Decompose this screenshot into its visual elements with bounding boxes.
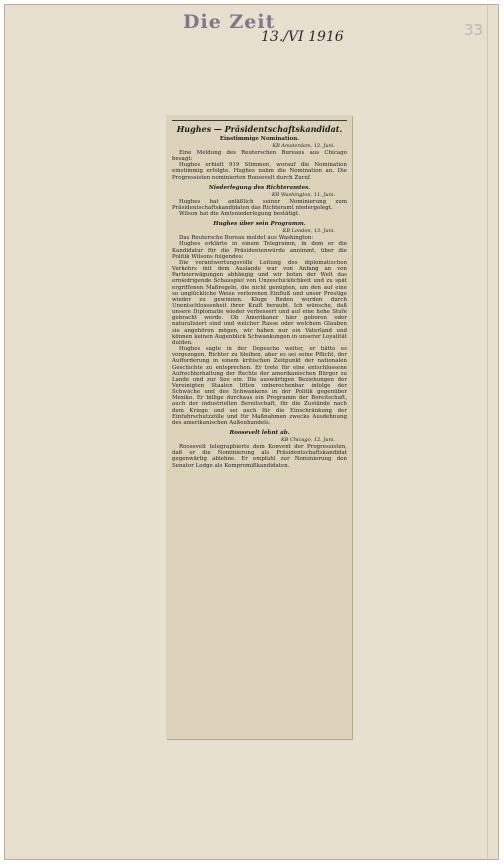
newspaper-clipping [166, 115, 352, 739]
section-dateline: KB London, 13. Juni. [282, 228, 335, 235]
section-heading: Niederlegung des Richteramtes. [208, 184, 311, 191]
section-dateline: KB Washington, 11. Juni. [271, 191, 335, 198]
section-heading: Roosevelt lehnt ab. [229, 430, 290, 437]
section-heading: Einstimmige Nomination. [219, 136, 300, 142]
section-dateline: KB Amsterdam, 12. Juni. [272, 143, 335, 149]
article-paragraph: Das Reutersche Bureau meldet aus Washington: [179, 235, 314, 242]
article-paragraph: Die verantwortungsvolle Leitung des diplomatischen Verkehrs mit dem Auslande war von Anfang an von Parteierwägungen abhängig und wir boten der Welt das erniedrigende Schauspiel von Unzeschicklichkeit und zu spät ergriffenen Maßregeln, die nicht genügten, um den auf eine so unglückliche Weise verlorenen Einfluß und unser Prestige wieder zu gewinnen. Kluge Reden wurden durch Unentschlossenheit ihrer Kraft beraubt. Ich wünsche, daß unsere Diplomatie wieder verbessert und auf eine hohe Stufe gebracht werde. Ob Amerikaner hier geboren oder naturalisiert sind und welcher Rasse oder welchem Glauben sie angehören mögen, wir haben nur ein Vaterland und können keinen Augenblick Schwankungen in unserer Loyalität dulden. [172, 259, 347, 346]
clipping-top-rule [172, 120, 347, 121]
section-heading: Hughes über sein Programm. [213, 221, 306, 228]
article-headline: Hughes — Präsidentschaftskandidat. [176, 124, 343, 134]
handwritten-date: 13./VI 1916 [261, 29, 344, 45]
article-paragraph: Hughes sagte in der Depesche weiter, er hätte es vorgezogen, Richter zu bleiben, aber es sei seine Pflicht, der Aufforderung in einem kritischen Zeitpunkt der nationalen Geschichte zu entsprechen. Er trete für eine entschlossene Aufrechterhaltung der Rechte der amerikanischen Bürger zu Lande und zur See ein. Die auswärtigen Beziehungen der Vereinigten Staaten litten unberechenbar infolge der Schwäche und des Schwankens in der Politik gegenüber Mexiko. Er billige durchaus ein Programm der Bereitschaft, auch der industriellen Bereitschaft, für die Zustände nach dem Kriege und sei auch für die Einschränkung der Einfuhrschutzzölle und für Maßnahmen zwecks Ausdehnung des amerikanischen Außenhandels. [172, 346, 347, 426]
archive-sheet [4, 4, 499, 860]
article-paragraph: Hughes erklärte in einem Telegramm, in dem er die Kandidatur für die Präsidentenwürde annimmt, über die Politik Wilsons folgendes: [172, 241, 347, 260]
article-paragraph: Hughes erhielt 919 Stimmen, worauf die Nomination einstimmig erfolgte. Hughes nahm die Nomination an. Die Progressisten nominierten Roosevelt durch Zuruf. [172, 162, 347, 181]
section-dateline: KB Chicago, 12. Juni. [281, 437, 335, 444]
article-paragraph: Wilson hat die Amtsniederlegung bestätigt. [179, 211, 300, 218]
sheet-fold-line [487, 5, 488, 859]
article-paragraph: Hughes hat anläßlich seiner Nominierung zum Präsidentschaftskandidaten das Richteramt niedergelegt. [172, 198, 347, 211]
article-paragraph: Roosevelt telegraphierte dem Konvent der Progressisten, daß er die Nominierung als Präsidentschaftskandidat gegenwärtig ablehne. Er empfahl zur Nominierung den Senator Lodge als Kompromißkandidaten. [172, 444, 347, 469]
page-number: 33 [464, 21, 484, 39]
newspaper-masthead-stamp: Die Zeit [183, 11, 276, 33]
article-paragraph: Eine Meldung des Reuterschen Bureaus aus Chicago besagt: [172, 150, 347, 163]
